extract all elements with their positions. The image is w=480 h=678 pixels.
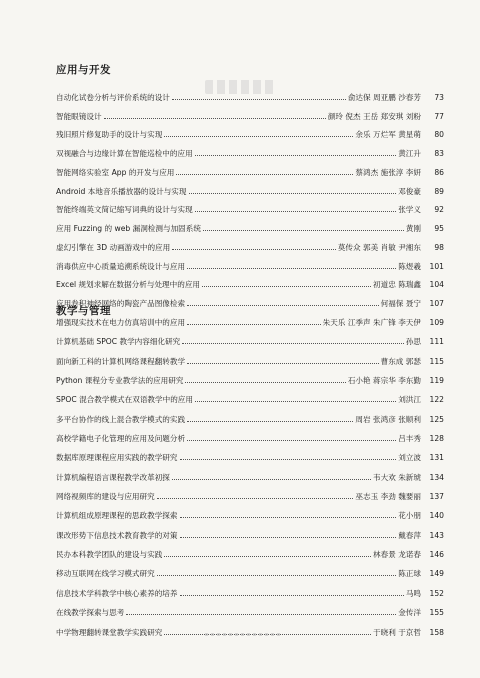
entry-title: 网络视频库的建设与应用研究 (56, 492, 155, 502)
entry-page-number: 107 (429, 299, 444, 308)
toc-entry (56, 271, 444, 290)
entry-title: 计算机编程语言课程教学改革初探 (56, 472, 170, 482)
dot-leader (182, 343, 404, 344)
entry-page-number: 134 (429, 472, 444, 482)
dot-leader (202, 286, 371, 287)
toc-entry (56, 598, 444, 617)
toc-entry (56, 327, 444, 346)
toc-entry (56, 196, 444, 215)
entry-authors: 黄江升 (398, 149, 421, 158)
toc-entry (56, 443, 444, 462)
entry-authors: 颜玲 倪杰 王岳 郑安琪 刘粉 (327, 111, 421, 121)
entry-authors: 林春景 龙诺春 (373, 550, 421, 560)
dot-leader (187, 324, 321, 325)
entry-title: 智能眼镜设计 (56, 111, 102, 121)
entry-page-number: 92 (434, 205, 444, 215)
toc-entry (56, 158, 444, 177)
dot-leader (195, 155, 397, 156)
dot-leader (157, 498, 354, 499)
entry-page-number: 80 (434, 130, 444, 140)
entry-page-number: 101 (429, 261, 444, 271)
entry-authors: 吕丰秀 (398, 434, 421, 444)
entry-page-number: 158 (429, 627, 444, 637)
entry-title: 高校学籍电子化管理的应用及问题分析 (56, 434, 186, 444)
toc-entry (56, 540, 444, 559)
entry-page-number: 86 (434, 167, 444, 177)
entry-page-number: 137 (429, 492, 444, 502)
toc-entry (56, 346, 444, 365)
entry-title: 应用 Fuzzing 的 web 漏洞检测与加固系统 (56, 224, 201, 233)
entry-page-number: 95 (434, 224, 444, 233)
entry-page-number: 115 (429, 356, 444, 366)
entry-title: Python 课程分专业教学法的应用研究 (56, 376, 184, 386)
toc-entry (56, 214, 444, 233)
toc-list-application (56, 83, 444, 327)
toc-entry (56, 83, 444, 102)
toc-entry (56, 121, 444, 140)
dot-leader (172, 99, 346, 100)
entry-authors: 俞达保 周亚鹏 沙春芳 (347, 92, 421, 102)
entry-authors: 曹东成 郭瑟 (380, 356, 421, 366)
entry-authors: 花小朋 (398, 511, 421, 521)
dot-leader (185, 382, 345, 383)
entry-authors: 张学义 (398, 205, 421, 215)
dot-leader (180, 459, 397, 460)
entry-title: 自动化试卷分析与评价系统的设计 (56, 92, 170, 102)
toc-entry (56, 252, 444, 271)
entry-authors: 初道忠 陈瑞鑫 (373, 280, 421, 290)
entry-page-number: 119 (429, 376, 444, 386)
entry-page-number: 155 (429, 608, 444, 618)
entry-page-number: 73 (434, 92, 444, 102)
dot-leader (180, 595, 404, 596)
entry-page-number: 146 (429, 550, 444, 560)
entry-authors: 巫志玉 李劲 魏要丽 (355, 492, 421, 502)
toc-entry (56, 289, 444, 308)
dot-leader (203, 230, 404, 231)
entry-page-number: 122 (429, 395, 444, 405)
entry-title: 应用卷积神经网络的陶瓷产品图像检索 (56, 299, 186, 308)
section-title-application: 应用与开发 (56, 64, 111, 76)
entry-page-number: 152 (429, 588, 444, 598)
dot-leader (176, 174, 353, 175)
toc-entry (56, 385, 444, 404)
dot-leader (187, 305, 379, 306)
entry-title: 民办本科教学团队的建设与实践 (56, 550, 163, 560)
entry-authors: 戴春萍 (398, 530, 421, 540)
entry-authors: 陈正球 (398, 569, 421, 579)
dot-leader (126, 614, 396, 615)
entry-title: 移动互联网在线学习模式研究 (56, 569, 155, 579)
dot-leader (187, 268, 396, 269)
entry-title: Excel 规划求解在数据分析与处理中的应用 (56, 280, 201, 290)
entry-title: 增强现实技术在电力仿真培训中的应用 (56, 317, 186, 327)
entry-authors: 马鸣 (405, 588, 421, 598)
entry-title: Android 本地音乐播放器的设计与实现 (56, 186, 187, 196)
toc-entry (56, 520, 444, 539)
entry-page-number: 125 (429, 414, 444, 424)
dot-leader (104, 118, 326, 119)
footer-mark (205, 633, 280, 636)
entry-authors: 韦大欢 朱新琥 (373, 472, 421, 482)
entry-page-number: 89 (434, 186, 444, 196)
toc-list-teaching (56, 327, 444, 637)
toc-entry (56, 462, 444, 481)
entry-authors: 陈煜羲 (398, 261, 421, 271)
toc-entry (56, 308, 444, 327)
entry-title: 面向新工科的计算机网络课程翻转教学 (56, 356, 186, 366)
entry-page-number: 111 (429, 337, 444, 347)
entry-authors: 蔡鸿杰 施张淳 李妍 (355, 167, 421, 177)
entry-authors: 石小艳 蒋宗华 李东勤 (347, 376, 421, 386)
entry-authors: 于晓利 于京哲 (373, 627, 421, 637)
toc-entry (56, 177, 444, 196)
entry-authors: 何福保 聂宁 (380, 299, 421, 308)
toc-entry (56, 233, 444, 252)
entry-title: 在线教学探索与思考 (56, 608, 125, 618)
entry-title: 智能网络实验室 App 的开发与应用 (56, 167, 175, 177)
entry-authors: 金传洋 (398, 608, 421, 618)
dot-leader (195, 401, 396, 402)
toc-entry (56, 366, 444, 385)
dot-leader (189, 193, 397, 194)
dot-leader (164, 136, 353, 137)
entry-page-number: 77 (434, 111, 444, 121)
entry-title: 信息技术学科教学中核心素养的培养 (56, 588, 178, 598)
toc-entry (56, 139, 444, 158)
entry-title: 智能终端英文简记缩写词典的设计与实现 (56, 205, 193, 215)
entry-title: 计算机组成原理课程的思政教学探索 (56, 511, 178, 521)
entry-authors: 邓俊豪 (398, 186, 421, 196)
section-title-teaching: 教学与管理 (56, 305, 111, 317)
dot-leader (164, 556, 371, 557)
entry-page-number: 149 (429, 569, 444, 579)
toc-entry (56, 424, 444, 443)
toc-entry (56, 501, 444, 520)
entry-authors: 孙思 (405, 337, 421, 347)
entry-title: 消毒供应中心质量追溯系统设计与应用 (56, 261, 186, 271)
toc-entry (56, 559, 444, 578)
entry-page-number: 104 (429, 280, 444, 290)
dot-leader (187, 421, 353, 422)
entry-title: 计算机基础 SPOC 教学内容细化研究 (56, 337, 181, 347)
dot-leader (187, 363, 379, 364)
entry-page-number: 98 (434, 242, 444, 252)
entry-title: 虚幻引擎在 3D 动画游戏中的应用 (56, 242, 171, 252)
dot-leader (172, 479, 371, 480)
toc-entry (56, 404, 444, 423)
entry-title: 课改形势下信息技术教育教学的对策 (56, 530, 178, 540)
entry-authors: 朱天乐 江季声 朱广锋 李天伊 (322, 317, 421, 327)
dot-leader (187, 440, 396, 441)
entry-title: 残旧照片修复助手的设计与实现 (56, 130, 163, 140)
entry-page-number: 143 (429, 530, 444, 540)
entry-title: 双视融合与边缘计算在智能巡检中的应用 (56, 149, 193, 158)
entry-authors: 黄刚 (405, 224, 421, 233)
entry-authors: 刘立波 (398, 453, 421, 463)
entry-authors: 余乐 万烂军 黄星萌 (355, 130, 421, 140)
toc-entry (56, 482, 444, 501)
entry-title: 中学物理翻转课堂教学实践研究 (56, 627, 163, 637)
entry-title: SPOC 混合教学模式在双语教学中的应用 (56, 395, 193, 405)
entry-page-number: 131 (429, 453, 444, 463)
entry-page-number: 109 (429, 317, 444, 327)
entry-page-number: 128 (429, 434, 444, 444)
dot-leader (157, 575, 397, 576)
dot-leader (180, 537, 397, 538)
entry-title: 数据库原理课程应用实践的教学研究 (56, 453, 178, 463)
toc-entry (56, 578, 444, 597)
dot-leader (172, 249, 336, 250)
dot-leader (180, 517, 397, 518)
dot-leader (195, 211, 397, 212)
entry-page-number: 140 (429, 511, 444, 521)
entry-title: 多平台协作的线上混合教学模式的实践 (56, 414, 186, 424)
entry-authors: 周岩 张鸿彦 张顺利 (355, 414, 421, 424)
toc-entry (56, 102, 444, 121)
entry-authors: 莫传众 郭美 肖敏 尹湘东 (337, 242, 421, 252)
entry-page-number: 83 (434, 149, 444, 158)
entry-authors: 刘洪江 (398, 395, 421, 405)
